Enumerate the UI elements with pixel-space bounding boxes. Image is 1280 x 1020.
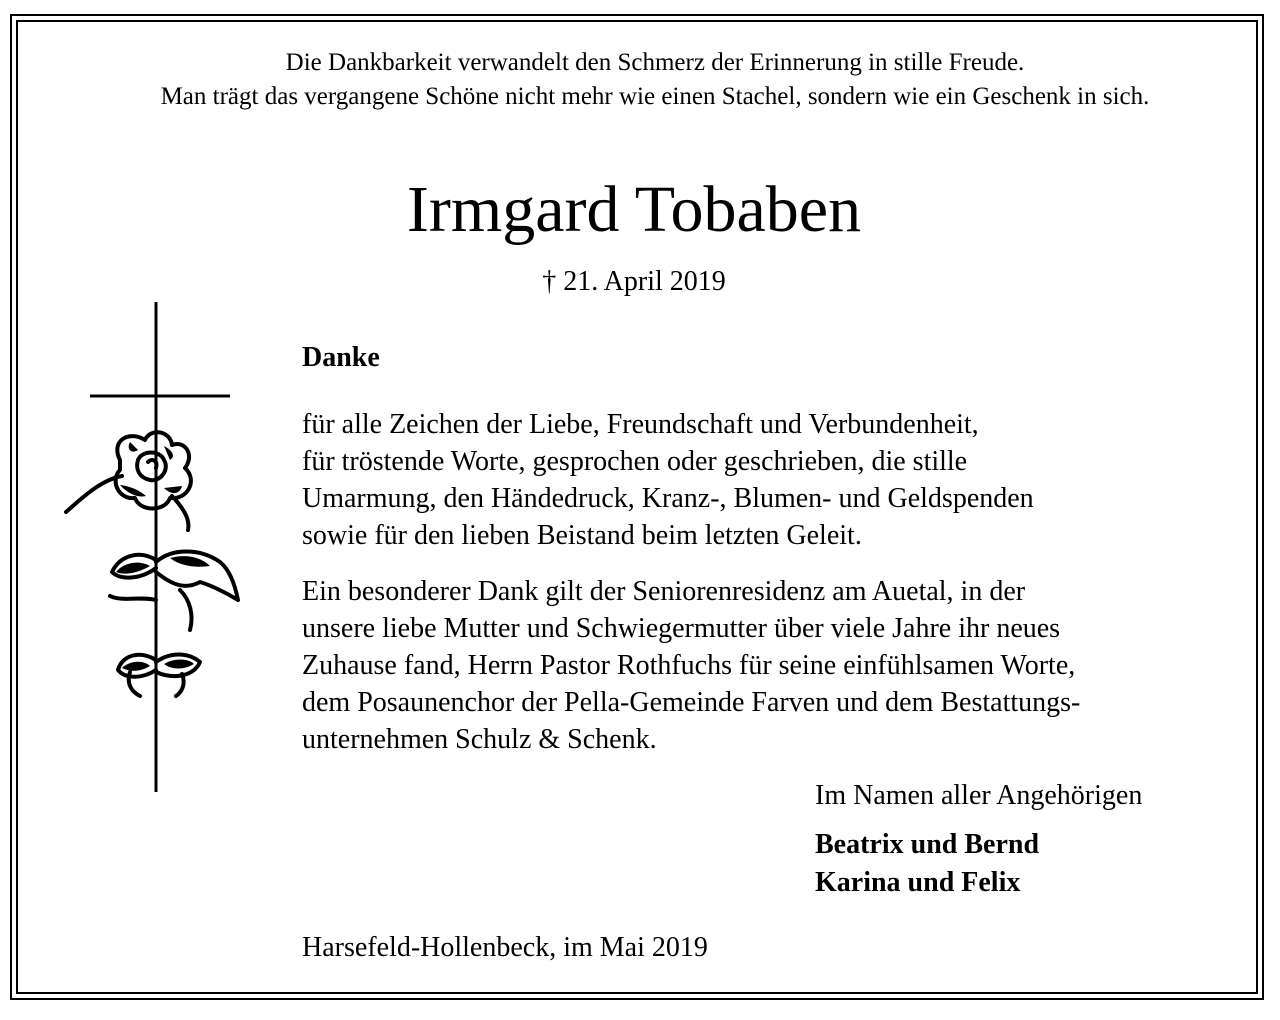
signer-name: Beatrix und Bernd	[815, 829, 1040, 860]
closing-phrase: Im Namen aller Angehörigen	[815, 780, 1143, 811]
paragraph-line: Ein besonderer Dank gilt der Seniorenresidenz am Auetal, in der	[302, 576, 1026, 607]
paragraph-line: für alle Zeichen der Liebe, Freundschaft und Verbundenheit,	[302, 409, 979, 440]
paragraph-line: Umarmung, den Händedruck, Kranz-, Blumen- und Geldspenden	[302, 483, 1034, 514]
deceased-name: Irmgard Tobaben	[406, 173, 862, 246]
place-and-date: Harsefeld-Hollenbeck, im Mai 2019	[302, 932, 708, 963]
signers-list	[815, 826, 1039, 902]
thanks-paragraph-1	[302, 406, 1034, 554]
paragraph-line: unternehmen Schulz & Schenk.	[302, 724, 657, 755]
thanks-heading: Danke	[302, 342, 380, 373]
death-date: † 21. April 2019	[542, 266, 726, 297]
paragraph-line: dem Posaunenchor der Pella-Gemeinde Farven und dem Bestattungs-	[302, 687, 1081, 718]
signer-name: Karina und Felix	[815, 867, 1021, 898]
paragraph-line: Zuhause fand, Herrn Pastor Rothfuchs für seine einfühlsamen Worte,	[302, 650, 1076, 681]
paragraph-line: für tröstende Worte, gesprochen oder geschrieben, die stille	[302, 446, 968, 477]
paragraph-line: unsere liebe Mutter und Schwiegermutter über viele Jahre ihr neues	[302, 613, 1061, 644]
thanks-paragraph-2	[302, 573, 1080, 758]
paragraph-line: sowie für den lieben Beistand beim letzten Geleit.	[302, 520, 862, 551]
motto-line-1: Die Dankbarkeit verwandelt den Schmerz der Erinnerung in stille Freude.	[285, 49, 1025, 76]
cross-with-rose-icon	[60, 300, 250, 800]
motto-line-2: Man trägt das vergangene Schöne nicht mehr wie einen Stachel, sondern wie ein Geschenk in sich.	[160, 83, 1150, 110]
